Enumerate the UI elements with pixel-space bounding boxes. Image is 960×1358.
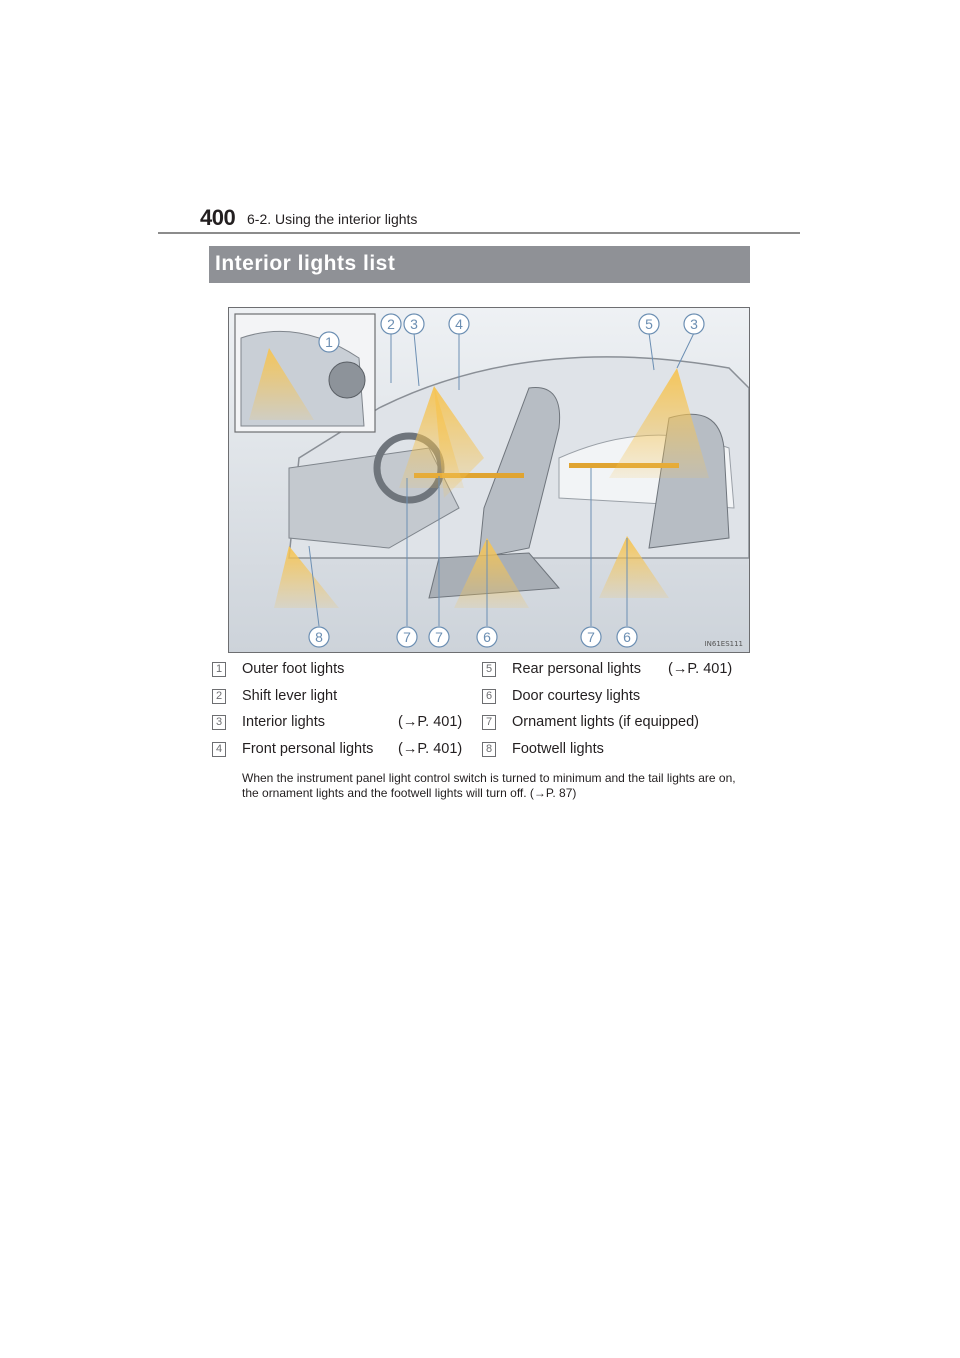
callout-label: 7 bbox=[403, 629, 411, 645]
legend-number: 7 bbox=[482, 715, 496, 730]
legend-number: 5 bbox=[482, 662, 496, 677]
legend-number: 6 bbox=[482, 689, 496, 704]
header-divider bbox=[158, 232, 800, 234]
banner-title: Interior lights list bbox=[215, 252, 396, 275]
callout-label: 1 bbox=[325, 334, 333, 350]
legend-label: Front personal lights bbox=[242, 741, 374, 757]
legend-label: Shift lever light bbox=[242, 688, 338, 704]
legend-item bbox=[482, 661, 750, 681]
callout-label: 3 bbox=[410, 316, 418, 332]
legend-number: 1 bbox=[212, 662, 226, 677]
callout-label: 4 bbox=[455, 316, 463, 332]
legend-number: 4 bbox=[212, 742, 226, 757]
figure-code: IN61ES111 bbox=[704, 640, 743, 648]
page-reference: (→P. 401) bbox=[668, 661, 733, 677]
page-reference: (→P. 401) bbox=[398, 714, 463, 730]
legend-number: 8 bbox=[482, 742, 496, 757]
legend-item bbox=[482, 714, 750, 734]
callout-label: 6 bbox=[623, 629, 631, 645]
legend-label: Footwell lights bbox=[512, 741, 604, 757]
inset-wheel bbox=[329, 362, 365, 398]
callout-label: 8 bbox=[315, 629, 323, 645]
legend-item bbox=[212, 688, 472, 708]
legend-label: Rear personal lights bbox=[512, 661, 641, 677]
callout-label: 2 bbox=[387, 316, 395, 332]
legend-number: 2 bbox=[212, 689, 226, 704]
interior-lights-illustration bbox=[228, 307, 750, 653]
note-text: When the instrument panel light control switch is turned to minimum and the tail lights are on, the ornament lights and the footwell lights will turn off. (→P. 87) bbox=[242, 771, 736, 800]
callout-label: 6 bbox=[483, 629, 491, 645]
car-interior-svg bbox=[229, 308, 749, 652]
legend-item bbox=[212, 741, 472, 761]
legend-label: Outer foot lights bbox=[242, 661, 345, 677]
legend-item bbox=[482, 741, 750, 761]
legend-label: Door courtesy lights bbox=[512, 688, 641, 704]
section-title: 6-2. Using the interior lights bbox=[247, 211, 418, 227]
section-banner bbox=[209, 246, 750, 283]
legend-item bbox=[482, 688, 750, 708]
legend-item bbox=[212, 661, 472, 681]
legend-label: Interior lights bbox=[242, 714, 326, 730]
legend-item bbox=[212, 714, 472, 734]
page-reference: (→P. 401) bbox=[398, 741, 463, 757]
callout-label: 7 bbox=[587, 629, 595, 645]
callout-label: 3 bbox=[690, 316, 698, 332]
callout-label: 7 bbox=[435, 629, 443, 645]
legend-label: Ornament lights (if equipped) bbox=[512, 714, 699, 730]
page-number: 400 bbox=[200, 205, 236, 230]
legend-number: 3 bbox=[212, 715, 226, 730]
callout-label: 5 bbox=[645, 316, 653, 332]
